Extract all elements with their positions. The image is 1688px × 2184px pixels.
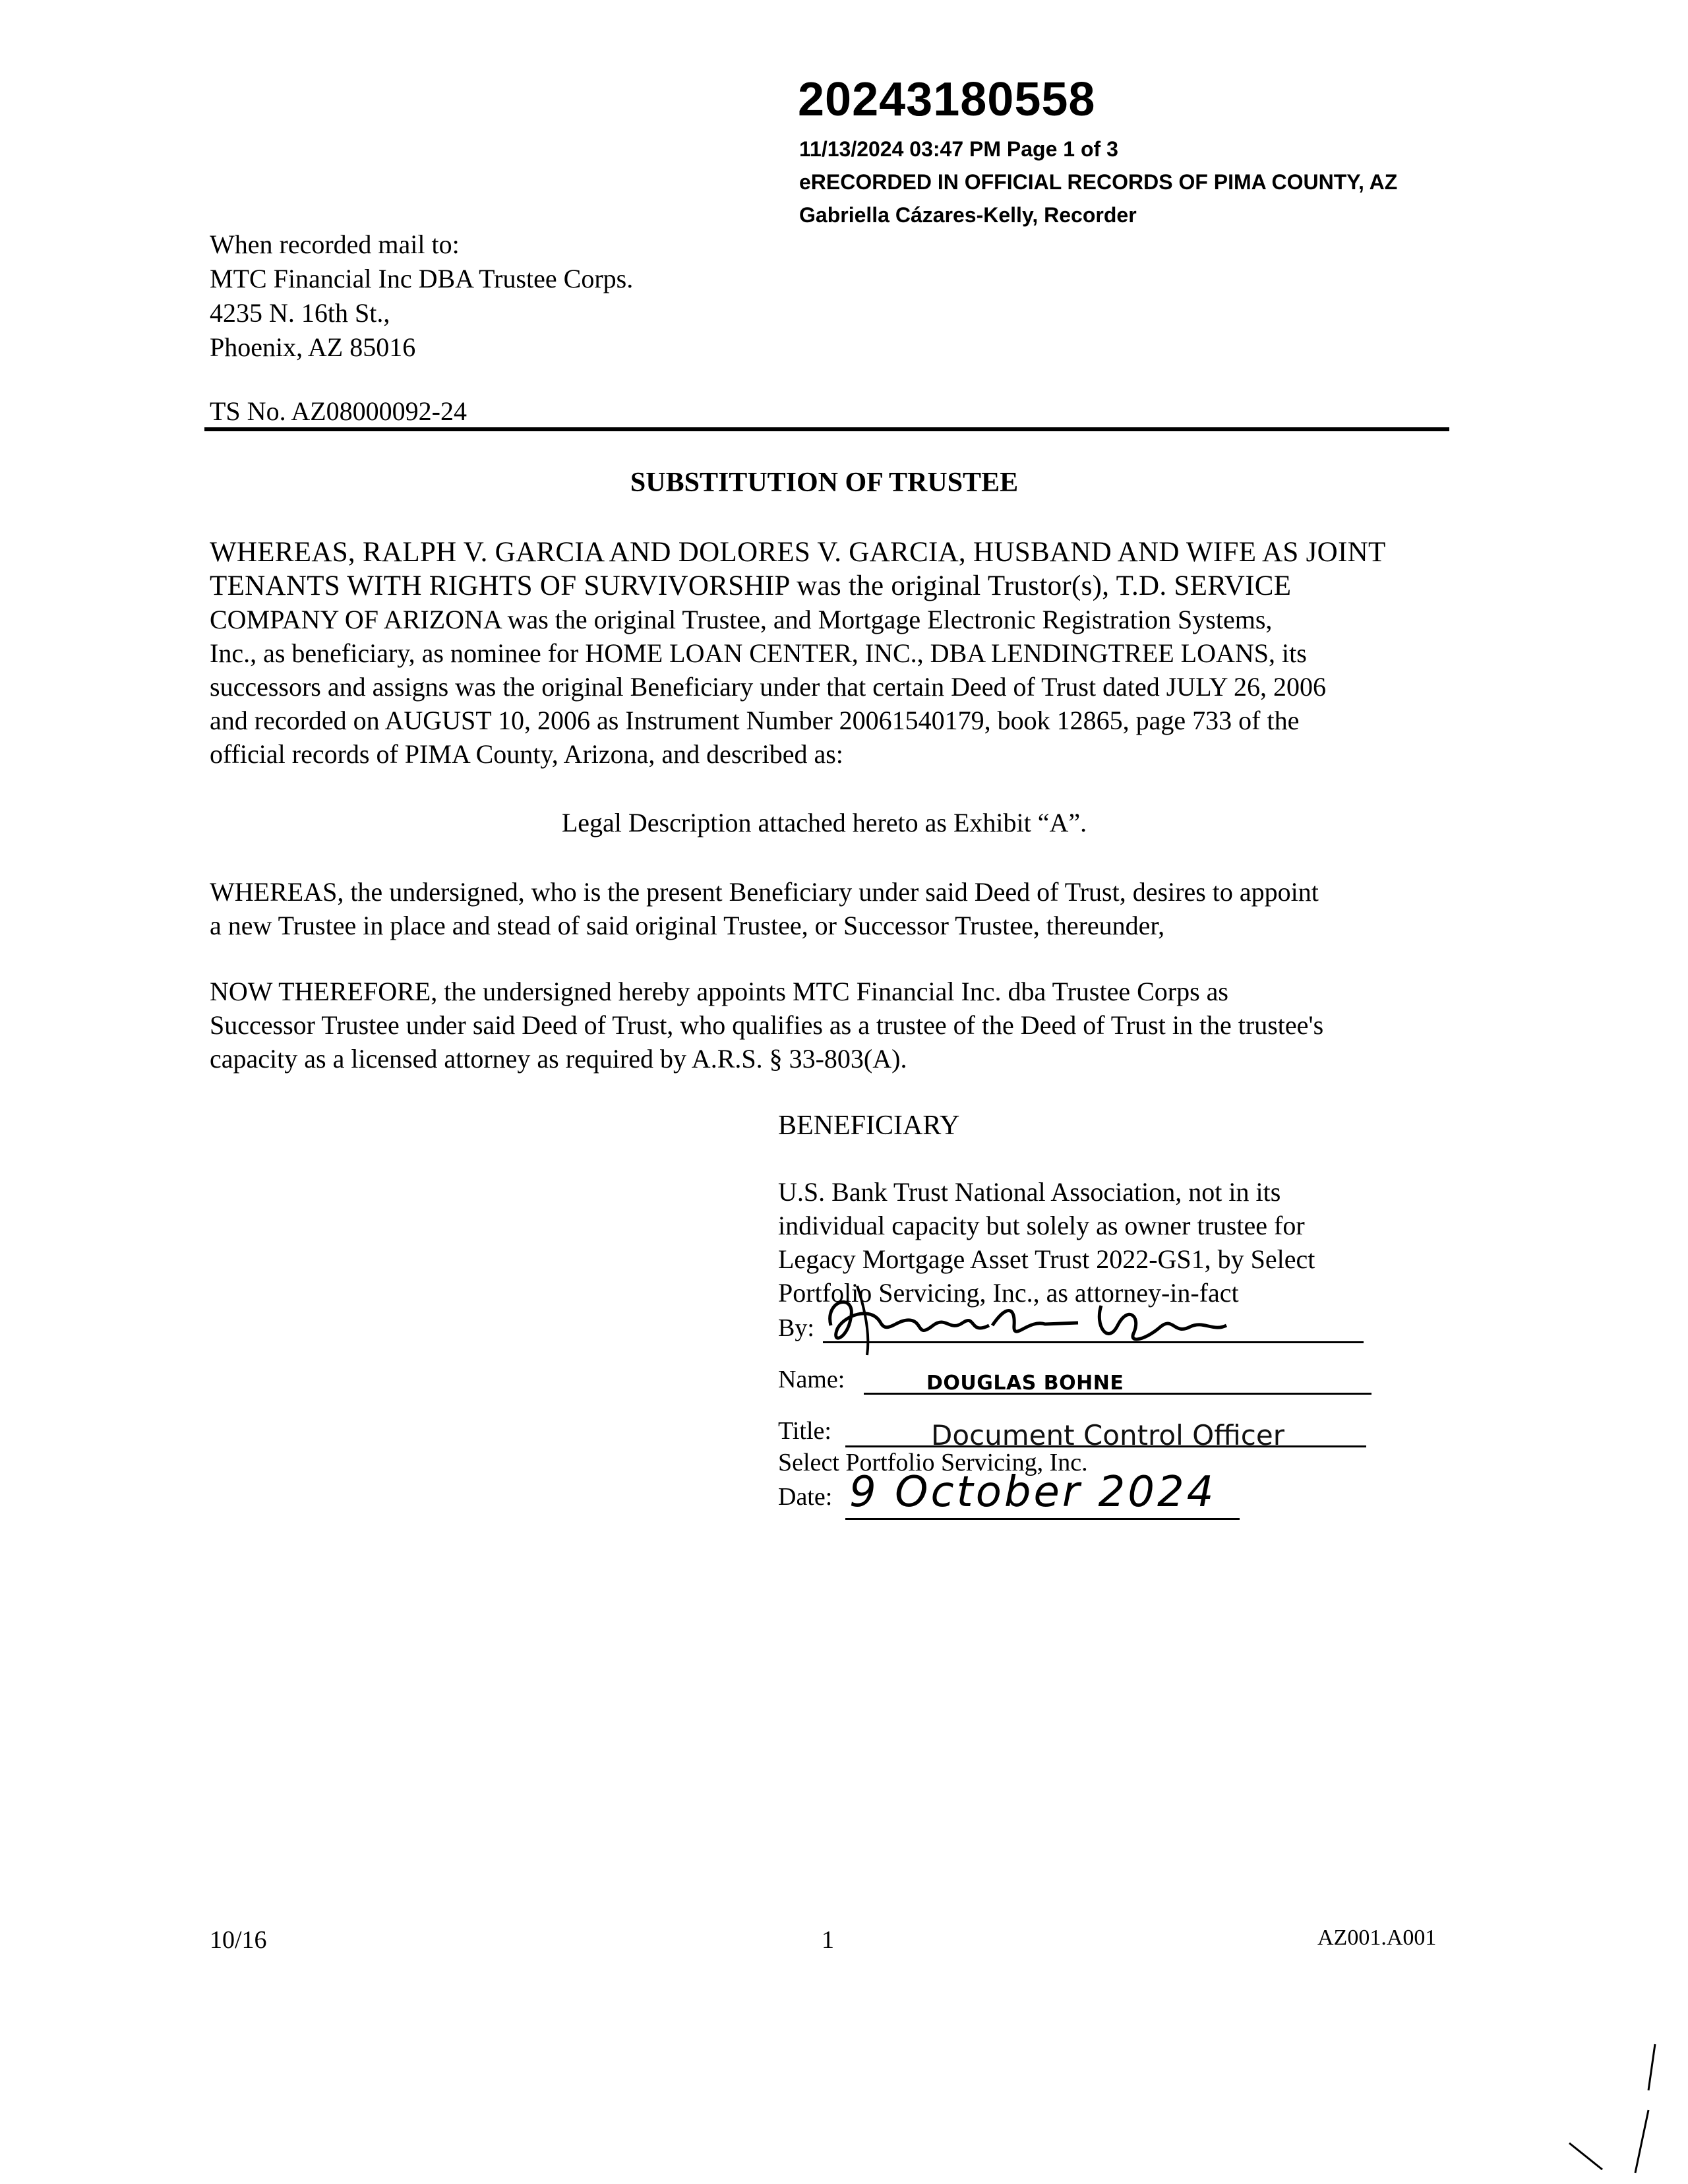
mail-to-label: When recorded mail to:: [210, 229, 460, 259]
recital-line: official records of PIMA County, Arizona, and described as:: [210, 739, 843, 769]
form-code: AZ001.A001: [1317, 1926, 1437, 1950]
mail-to-street: 4235 N. 16th St.,: [210, 298, 390, 328]
recital-paragraph: [210, 535, 1449, 771]
beneficiary-line: U.S. Bank Trust National Association, not in its: [778, 1177, 1281, 1207]
by-label: By:: [778, 1314, 814, 1342]
recital-line: and recorded on AUGUST 10, 2006 as Instrument Number 20061540179, book 12865, page 733 of the: [210, 706, 1300, 735]
scan-artifact-marks: [1556, 2038, 1681, 2176]
recital-line: TENANTS WITH RIGHTS OF SURVIVORSHIP was the original Trustor(s), T.D. SERVICE: [210, 570, 1292, 601]
ts-number: TS No. AZ08000092-24: [210, 396, 467, 426]
appointment-line: capacity as a licensed attorney as required by A.R.S. § 33-803(A).: [210, 1044, 907, 1074]
whereas-line: a new Trustee in place and stead of said original Trustee, or Successor Trustee, thereunder,: [210, 911, 1165, 940]
beneficiary-heading: BENEFICIARY: [778, 1110, 960, 1141]
form-revision: 10/16: [210, 1926, 267, 1954]
beneficiary-line: Legacy Mortgage Asset Trust 2022-GS1, by Select: [778, 1244, 1315, 1274]
recorder-name: Gabriella Cázares-Kelly, Recorder: [799, 203, 1137, 227]
legal-description-reference: Legal Description attached hereto as Exhibit “A”.: [561, 808, 1087, 837]
mail-to-city: Phoenix, AZ 85016: [210, 332, 416, 362]
mail-to-block: [210, 228, 633, 365]
recording-office: eRECORDED IN OFFICIAL RECORDS OF PIMA COUNTY, AZ: [799, 170, 1398, 194]
recording-date-page: 11/13/2024 03:47 PM Page 1 of 3: [799, 137, 1118, 161]
date-line: [845, 1518, 1240, 1520]
appointment-line: NOW THEREFORE, the undersigned hereby appoints MTC Financial Inc. dba Trustee Corps as: [210, 977, 1228, 1006]
beneficiary-line: Portfolio Servicing, Inc., as attorney-in-fact: [778, 1278, 1239, 1308]
name-label: Name:: [778, 1366, 845, 1393]
mail-to-company: MTC Financial Inc DBA Trustee Corps.: [210, 264, 634, 293]
signer-name: DOUGLAS BOHNE: [926, 1372, 1124, 1395]
signed-date: 9 October 2024: [849, 1468, 1217, 1517]
recital-line: WHEREAS, RALPH V. GARCIA AND DOLORES V. GARCIA, HUSBAND AND WIFE AS JOINT: [210, 537, 1386, 568]
date-label: Date:: [778, 1483, 833, 1511]
header-divider: [204, 427, 1449, 431]
recording-number: 20243180558: [798, 73, 1096, 126]
document-title: SUBSTITUTION OF TRUSTEE: [630, 468, 1019, 498]
appointment-line: Successor Trustee under said Deed of Trust, who qualifies as a trustee of the Deed of Trust in the trustee's: [210, 1010, 1324, 1040]
recital-line: COMPANY OF ARIZONA was the original Trustee, and Mortgage Electronic Registration Systems,: [210, 605, 1273, 634]
handwritten-signature: [818, 1279, 1253, 1358]
title-label: Title:: [778, 1417, 831, 1445]
whereas-line: WHEREAS, the undersigned, who is the present Beneficiary under said Deed of Trust, desires to appoint: [210, 877, 1319, 907]
whereas-paragraph: [210, 875, 1449, 942]
appointment-paragraph: [210, 975, 1449, 1076]
signer-title: Document Control Officer: [931, 1419, 1284, 1451]
servicer-company: Select Portfolio Servicing, Inc.: [778, 1449, 1088, 1476]
recital-line: successors and assigns was the original Beneficiary under that certain Deed of Trust dated JULY 26, 2006: [210, 672, 1327, 702]
beneficiary-line: individual capacity but solely as owner trustee for: [778, 1211, 1305, 1240]
recital-line: Inc., as beneficiary, as nominee for HOME LOAN CENTER, INC., DBA LENDINGTREE LOANS, its: [210, 638, 1307, 668]
page-number: 1: [822, 1926, 834, 1954]
